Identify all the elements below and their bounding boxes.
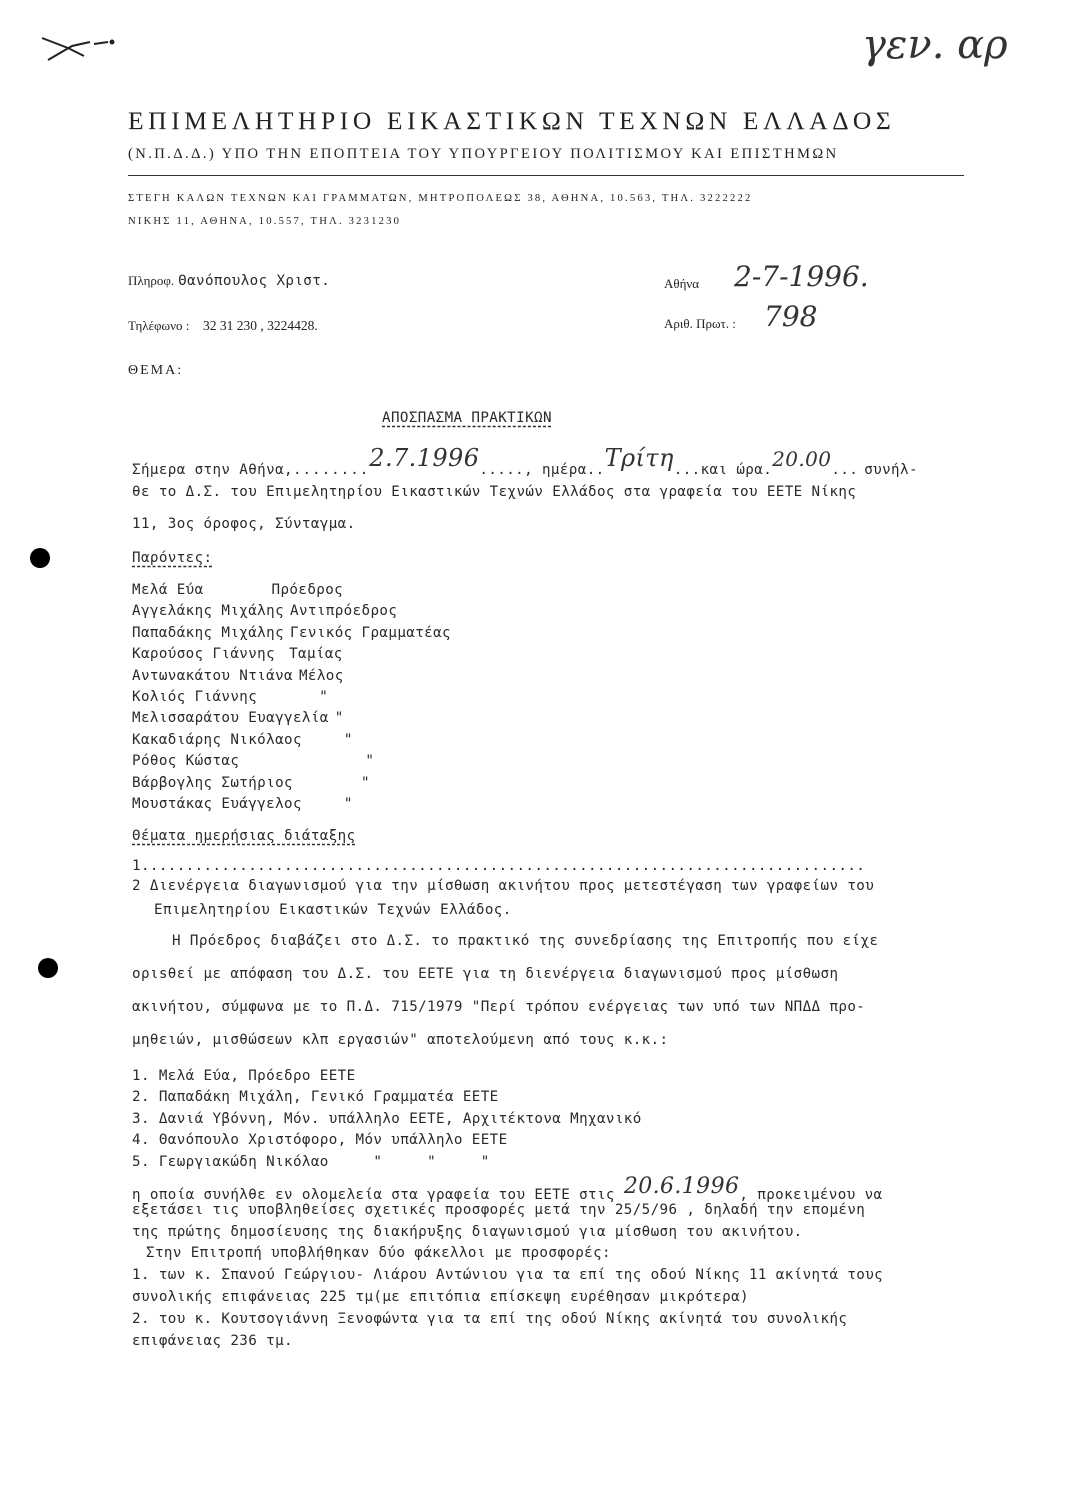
para2-line: Στην Επιτροπή υποβλήθηκαν δύο φάκελλοι με προσφορές: [146,1245,611,1261]
agenda-item-2: 2 Διενέργεια διαγωνισμού για την μίσθωση ακινήτου προς μετεστέγαση των γραφείων του [132,878,875,894]
para2-line: της πρώτης δημοσίευσης της διακήρυξης διαγωνισμού για μίσθωση του ακινήτου. [132,1224,803,1240]
intro-prefix: Σήμερα στην Αθήνα, [132,462,293,478]
present-list [132,580,451,815]
info-line [128,270,330,289]
org-title: ΕΠΙΜΕΛΗΤΗΡΙΟ ΕΙΚΑΣΤΙΚΩΝ ΤΕΧΝΩΝ ΕΛΛΑΔΟΣ [128,106,896,135]
document-heading: ΑΠΟΣΠΑΣΜΑ ΠΡΑΚΤΙΚΩΝ [382,410,552,426]
intro-time-label: και ώρα [700,462,764,478]
present-heading: Παρόντες: [132,550,213,566]
list-item: Κολιός Γιάννης " [132,689,329,706]
subject-label: ΘΕΜΑ: [128,363,184,378]
org-subtitle: (Ν.Π.Δ.Δ.) ΥΠΟ ΤΗΝ ΕΠΟΠΤΕΙΑ ΤΟΥ ΥΠΟΥΡΓΕΙΟΥ ΠΟΛΙΤΙΣΜΟΥ ΚΑΙ ΕΠΙΣΤΗΜΩΝ [128,146,839,162]
intro-day-label: , ημέρα [524,462,587,478]
para2-line: συνολικής επιφάνειας 225 τμ(με επιτόπια επίσκεψη ευρέθησαν μικρότερα) [132,1289,749,1305]
list-item: Ρόθος Κώστας " [132,753,375,770]
list-item: Βάρβογλης Σωτήριος " [132,774,370,791]
list-item: 3. Δανιά Υβόννη, Μόν. υπάλληλο ΕΕΤΕ, Αρχιτέκτονα Μηχανικό [132,1110,642,1127]
para1-line: οριsθεί με απόφαση του Δ.Σ. του ΕΕΤΕ για τη διενέργεια διαγωνισμού προς μίσθωση [132,966,839,982]
list-item: Καρούσος Γιάννης Ταμίας [132,646,343,663]
agenda-heading: Θέματα ημερήσιας διάταξης [132,828,356,844]
handwritten-date: 2-7-1996. [734,260,869,293]
para1-line: μηθειών, μισθώσεων κλπ εργασιών" αποτελούμενη από τους κ.κ.: [132,1032,669,1048]
handwritten-corner-note: γεν. αρ [862,22,1008,68]
handwritten-committee-date: 20.6.1996 [623,1174,740,1199]
list-item: Παπαδάκης Μιχάλης Γενικός Γραμματέας [132,624,451,641]
protocol-label: Αριθ. Πρωτ. : [664,316,736,331]
list-item: Μουστάκας Ευάγγελος " [132,796,353,813]
intro-line-1: Σήμερα στην Αθήνα,........2.7.1996....., ημέρα..Τρίτη...και ώρα.20.00... συνήλ- [132,444,918,478]
phone-value: 32 31 230 , 3224428. [202,318,318,333]
info-label: Πληροφ. [128,273,175,288]
address-line-1: ΣΤΕΓΗ ΚΑΛΩΝ ΤΕΧΝΩΝ ΚΑΙ ΓΡΑΜΜΑΤΩΝ, ΜΗΤΡΟΠΟΛΕΩΣ 38, ΑΘΗΝΑ, 10.563, ΤΗΛ. 3222222 [128,193,753,204]
list-item: 1. Μελά Εύα, Πρόεδρο ΕΕΤΕ [132,1068,356,1084]
committee-list [132,1066,642,1173]
info-value: Θανόπουλος Χριστ. [178,273,331,289]
phone-line [128,315,318,334]
list-item: Αντωνακάτου Ντιάνα Μέλος [132,667,344,684]
address-line-2: ΝΙΚΗΣ 11, ΑΘΗΝΑ, 10.557, ΤΗΛ. 3231230 [128,216,402,227]
agenda-item-2-cont: Επιμελητηρίου Εικαστικών Τεχνών Ελλάδος. [154,902,512,918]
punch-hole-bottom [38,958,58,978]
list-item: 5. Γεωργιακώδη Νικόλαο " " " [132,1153,490,1170]
list-item: Μελά Εύα Πρόεδρος [132,582,344,598]
para2-line: εξετάσει τις υποβληθείσες σχετικές προσφορές μετά την 25/5/96 , δηλαδή την επομένη [132,1202,866,1218]
para1-line: ακινήτου, σύμφωνα με το Π.Δ. 715/1979 "Περί τρόπου ενέργειας των υπό των ΝΠΔΔ προ- [132,999,866,1015]
list-item: Μελισσαράτου Ευαγγελία " [132,710,344,727]
para2-line: 2. του κ. Κουτσογιάννη Ξενοφώντα για τα επί της οδού Νίκης ακίνητά του συνολικής [132,1311,848,1327]
handwritten-meeting-day: Τρίτη [604,444,674,472]
intro-suffix: συνήλ- [864,462,918,478]
list-item: Αγγελάκης Μιχάλης Αντιπρόεδρος [132,603,398,620]
intro-line-3: 11, 3ος όροφος, Σύνταγμα. [132,516,356,532]
phone-label: Τηλέφωνο : [128,318,190,333]
agenda-item-1: 1................................................................................. [132,858,866,874]
list-item: 2. Παπαδάκη Μιχάλη, Γενικό Γραμματέα ΕΕΤΕ [132,1089,499,1106]
header-divider [128,175,964,176]
para1-line: Η Πρόεδρος διαβάζει στο Δ.Σ. το πρακτικό της συνεδρίασης της Επιτροπής που είχε [172,933,879,949]
list-item: 4. Θανόπουλο Χριστόφορο, Μόν υπάλληλο ΕΕΤΕ [132,1132,508,1149]
corner-scribble-icon [38,30,118,74]
handwritten-protocol-number: 798 [764,300,818,333]
para2-line: επιφάνειας 236 τμ. [132,1333,293,1349]
punch-hole-top [30,548,50,568]
para2-prefix: η οποία συνήλθε εν ολομελεία στα γραφεία του ΕΕΤΕ στις [132,1187,615,1203]
para2-line: 1. των κ. Σπανού Γεώργιου- Λιάρου Αντώνιου για τα επί της οδού Νίκης 11 ακίνητά τους [132,1267,884,1283]
handwritten-meeting-date: 2.7.1996 [369,444,480,472]
para2-suffix: , προκειμένου να [739,1187,883,1203]
list-item: Κακαδιάρης Νικόλαος " [132,731,353,748]
city-label: Αθήνα [664,276,700,291]
handwritten-meeting-time: 20.00 [772,447,832,471]
intro-line-2: θε το Δ.Σ. του Επιμελητηρίου Εικαστικών Τεχνών Ελλάδος στα γραφεία του ΕΕΤΕ Νίκης [132,484,857,500]
